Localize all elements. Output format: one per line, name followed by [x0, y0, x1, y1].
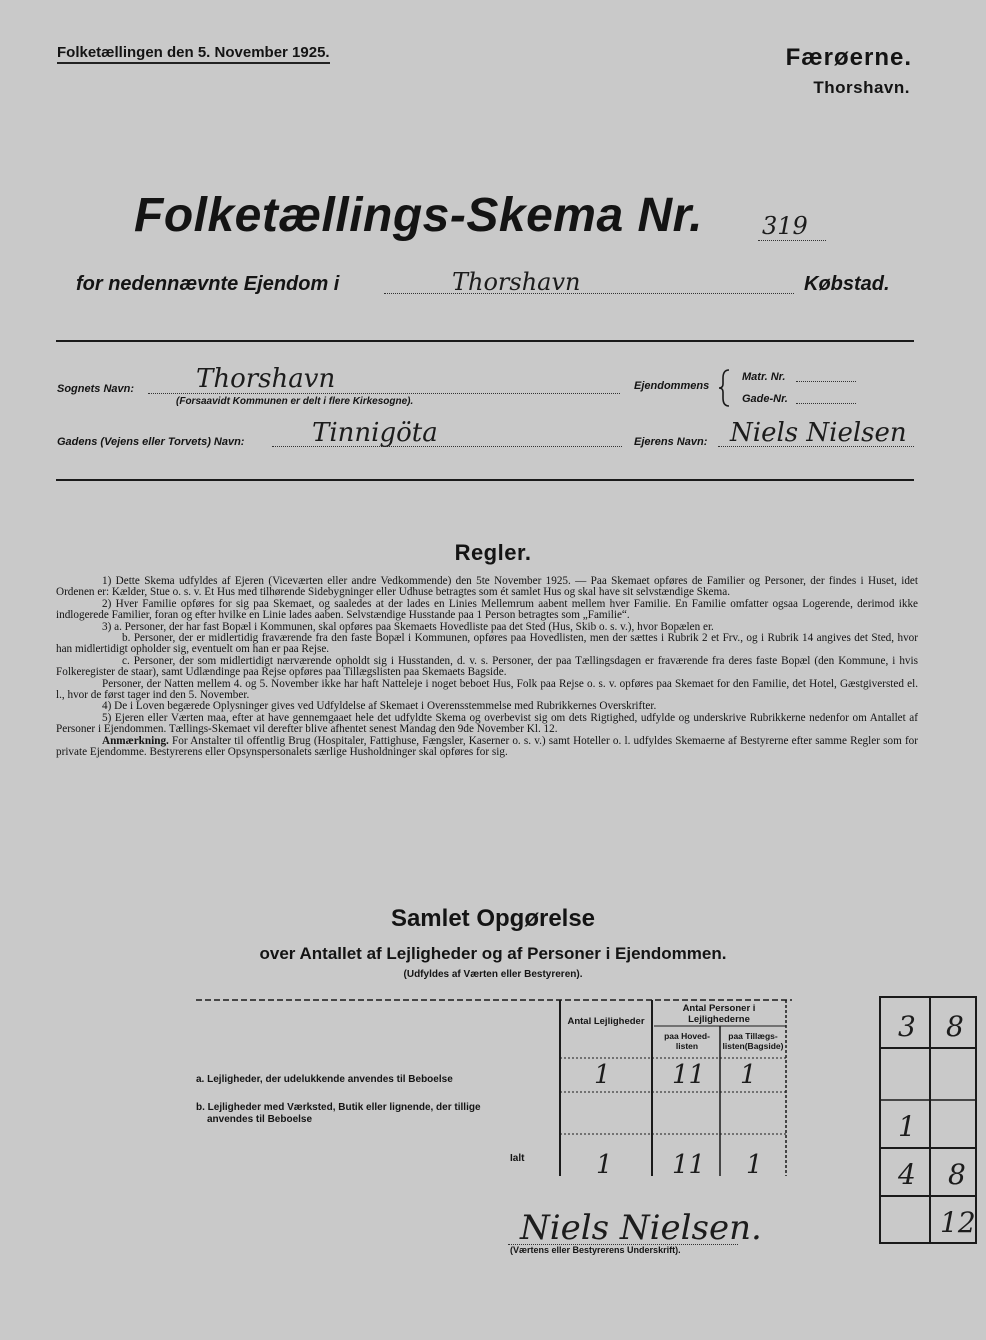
rules-title: Regler.: [454, 540, 532, 565]
sogn-note: (Forsaavidt Kommunen er delt i flere Kirkesogne).: [176, 396, 414, 407]
place-line: [384, 293, 794, 294]
form-number: 319: [762, 212, 808, 240]
row-b-label-2: anvendes til Beboelse: [207, 1114, 313, 1125]
region-header: Færøerne.: [785, 44, 912, 71]
col-supp-header: paa Tillægs-listen(Bagside): [722, 1031, 784, 1051]
number-line: [758, 240, 826, 241]
remark-label: Anmærkning.: [102, 734, 169, 747]
rule-3c: c. Personer, der som midlertidigt nærværende opholdt sig i Husstanden, d. v. s. Personer, der paa Tællingsdagen er fraværende fra deres faste Bopæl (den Kommune, i hvis Folkeregister de staar), samt Udlændinge paa Rejse opføres paa Tillægslisten paa Skemaets Bagside.: [56, 654, 918, 679]
rule-3a: 3) a. Personer, der har fast Bopæl i Kommunen, skal opføres paa Skemaets Hovedliste paa det Sted (Hus, Skib o. s. v.), hvor Bopælen er.: [102, 620, 714, 633]
row-total-label: Ialt: [510, 1153, 525, 1164]
tally-r4c1: 4: [898, 1158, 916, 1191]
total-apartments-value: 1: [596, 1150, 613, 1180]
a-main-value: 11: [672, 1060, 706, 1090]
row-a-label: a. Lejligheder, der udelukkende anvendes til Beboelse: [196, 1074, 453, 1085]
col-apartments-header: Antal Lejligheder: [567, 1016, 645, 1027]
rule-4: 4) De i Loven begærede Oplysninger gives ved Udfyldelse af Skemaet i Overensstemmelse med Rubrikkernes Overskrifter.: [102, 700, 657, 713]
rules-text: [56, 576, 918, 759]
sogn-value: Thorshavn: [196, 364, 336, 394]
total-supp-value: 1: [746, 1150, 763, 1180]
row-b-label-1: b. Lejligheder med Værksted, Butik eller lignende, der tillige: [196, 1102, 481, 1113]
brace-icon: [718, 368, 732, 408]
rule-2: 2) Hver Familie opføres for sig paa Skemaet, og saaledes at der lades en Linies Mellemrum aabent mellem hver Familie. En Familie omfatter ogsaa Logerende, derimod ikke indlogerede Familier, foran og efter hvilke en Linie lades aaben. Selvstændige Husstande paa 1 Person betragtes som „Familie“.: [56, 597, 918, 622]
tally-r1c1: 3: [898, 1010, 916, 1043]
owner-signature: Niels Nielsen.: [520, 1208, 762, 1248]
col-persons-header: Antal Personer i Lejlighederne: [682, 1003, 756, 1025]
total-main-value: 11: [672, 1150, 706, 1180]
tally-r3c1: 1: [898, 1110, 916, 1143]
summary-subtitle: over Antallet af Lejligheder og af Personer i Ejendommen.: [259, 944, 727, 963]
rule-5: 5) Ejeren eller Værten maa, efter at have gennemgaaet hele det udfyldte Skema og overbevist sig om dets Rigtighed, udfylde og underskrive Rubrikkerne nedenfor om Antallet af Personer i Ejendommen. Tællings-Skemaet vil derefter blive afhentet senest Mandag den 9de November Kl. 12.: [56, 711, 918, 736]
tally-r4c2: 8: [948, 1158, 966, 1191]
rule-3d: Personer, der Natten mellem 4. og 5. November ikke har haft Natteleje i noget beboet Hus, Folk paa Rejse o. s. v. opføres paa Skemaet for den Familie, det Hotel, Gæstgiversted el. l., hvor de først tager ind den 5. November.: [56, 677, 918, 702]
gade-nr-line: [796, 403, 856, 404]
a-apartments-value: 1: [594, 1060, 611, 1090]
rule-3b: b. Personer, der er midlertidig fraværende fra den faste Bopæl i Kommunen, opføres paa Hovedlisten, men der sættes i Rubrik 2 et Frv., og i Rubrik 14 angives det Sted, hvor han midlertidigt opholder sig, eventuelt om han er paa Rejse.: [56, 632, 918, 656]
tally-r5c2: 12: [940, 1206, 976, 1239]
ejer-label: Ejerens Navn:: [634, 436, 708, 448]
form-title: Folketællings-Skema Nr.: [134, 189, 704, 242]
upper-rule: [56, 340, 914, 342]
gade-name-value: Tinnigöta: [312, 418, 438, 448]
lower-rule: [56, 479, 914, 481]
subtitle-place: Thorshavn: [452, 268, 581, 296]
town-header: Thorshavn.: [813, 78, 910, 97]
census-date-header: Folketællingen den 5. November 1925.: [57, 44, 330, 64]
subtitle-prefix: for nedennævnte Ejendom i: [76, 273, 340, 295]
gade-name-label: Gadens (Vejens eller Torvets) Navn:: [57, 436, 245, 448]
summary-title: Samlet Opgørelse: [390, 905, 596, 932]
sogn-label: Sognets Navn:: [57, 383, 135, 395]
matr-line: [796, 381, 856, 382]
matr-label: Matr. Nr.: [742, 371, 786, 383]
tally-r1c2: 8: [946, 1010, 964, 1043]
gade-nr-label: Gade-Nr.: [742, 393, 788, 405]
signature-note: (Værtens eller Bestyrerens Underskrift).: [510, 1245, 681, 1255]
summary-note: (Udfyldes af Værten eller Bestyreren).: [403, 969, 583, 980]
a-supp-value: 1: [740, 1060, 757, 1090]
rule-1: 1) Dette Skema udfyldes af Ejeren (Viceværten eller andre Vedkommende) den 5te November 1925. — Paa Skemaet opføres de Familier og Personer, der findes i Huset, idet Ordenen er: Kælder, Stue o. s. v. Et Hus med tilhørende Sidebygninger eller Udhuse betragtes som ét samlet Hus og skal have sit selvstændige Skema.: [56, 575, 918, 599]
ejer-value: Niels Nielsen: [730, 418, 907, 448]
col-main-header: paa Hoved-listen: [664, 1031, 710, 1051]
subtitle-suffix: Købstad.: [804, 273, 890, 295]
remark-text: For Anstalter til offentlig Brug (Hospitaler, Fattighuse, Fængsler, Kaserner o. s. v.) samt Hoteller o. l. udfyldes Skemaerne af Bestyrerne efter samme Regler som for private Ejendomme. Bestyrerens eller Opsynspersonalets særlige Husholdninger skal opføres for sig.: [56, 734, 918, 759]
ejendommens-label: Ejendommens: [634, 380, 710, 392]
